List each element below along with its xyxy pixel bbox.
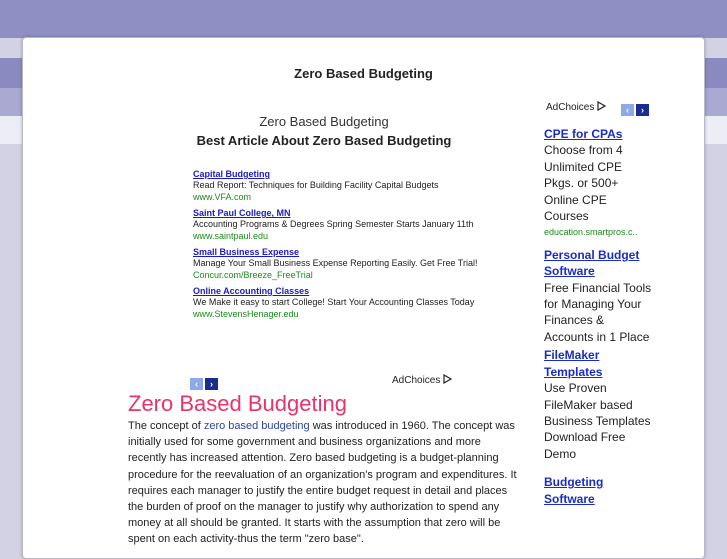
- right-ad-item: [544, 247, 654, 345]
- ad-link-saint-paul-college[interactable]: Saint Paul College, MN: [193, 208, 291, 218]
- right-ad-nav: [621, 100, 651, 118]
- ad-url[interactable]: www.saintpaul.edu: [193, 231, 269, 241]
- right-ad-url[interactable]: education.smartpros.c..: [544, 227, 638, 238]
- ad-item: [193, 169, 493, 202]
- right-ad-item: [544, 347, 654, 462]
- right-ad-link-cpe[interactable]: CPE for CPAs: [544, 127, 623, 141]
- article-body: [128, 418, 520, 548]
- adchoices-label: AdChoices: [392, 375, 441, 386]
- ad-block-header: [129, 108, 519, 148]
- ad-block-heading: Zero Based Budgeting: [259, 114, 389, 129]
- right-ad-link-personal-budget[interactable]: Personal Budget Software: [544, 247, 640, 279]
- right-ad-column: [544, 126, 654, 509]
- content-card: [22, 37, 705, 559]
- right-adchoices-label: AdChoices: [546, 102, 595, 113]
- site-title: Zero Based Budgeting: [294, 66, 433, 81]
- ad-item: [193, 286, 493, 319]
- right-prev-button[interactable]: ‹: [621, 104, 634, 116]
- ad-description: Manage Your Small Business Expense Reporting Easily. Get Free Trial!: [193, 258, 478, 268]
- background-band-top: [0, 0, 727, 38]
- adchoices-icon: [443, 374, 452, 384]
- article-keyword-link[interactable]: zero based budgeting: [203, 420, 310, 432]
- ad-block-subheading: Best Article About Zero Based Budgeting: [196, 133, 452, 148]
- right-ad-description: Choose from 4 Unlimited CPE Pkgs. or 500+ Online CPE Courses: [544, 143, 623, 224]
- right-ad-item: [544, 126, 654, 241]
- ad-description: We Make it easy to start College! Start Your Accounting Classes Today: [193, 297, 475, 307]
- ad-item: [193, 247, 493, 280]
- ad-link-small-business-expense[interactable]: Small Business Expense: [193, 247, 300, 257]
- ad-url[interactable]: www.StevensHenager.edu: [193, 309, 299, 319]
- ad-url[interactable]: Concur.com/Breeze_FreeTrial: [193, 270, 313, 280]
- right-ad-item: [544, 474, 654, 507]
- ad-link-online-accounting-classes[interactable]: Online Accounting Classes: [193, 286, 310, 296]
- article-title: Zero Based Budgeting: [128, 391, 347, 416]
- ad-prev-button[interactable]: ‹: [190, 378, 203, 390]
- ad-description: Accounting Programs & Degrees Spring Semester Starts January 11th: [193, 219, 474, 229]
- right-ad-link-filemaker[interactable]: FileMaker Templates: [544, 348, 603, 379]
- adchoices-link[interactable]: [392, 374, 452, 386]
- ad-list: [193, 169, 493, 325]
- article-text: The concept of: [128, 420, 204, 432]
- ad-nav-buttons: [190, 374, 220, 392]
- right-ad-description: Use Proven FileMaker based Business Templates Download Free Demo: [544, 381, 651, 461]
- right-ad-link-budgeting-software[interactable]: Budgeting Software: [544, 475, 604, 506]
- right-next-button[interactable]: ›: [636, 104, 649, 116]
- ad-item: [193, 208, 493, 241]
- right-ad-description: Free Financial Tools for Managing Your Finances & Accounts in 1 Place: [544, 280, 652, 344]
- ad-next-button[interactable]: ›: [205, 378, 218, 390]
- ad-link-capital-budgeting[interactable]: Capital Budgeting: [193, 169, 270, 179]
- adchoices-icon: [597, 101, 606, 111]
- ad-url[interactable]: www.VFA.com: [193, 192, 252, 202]
- article-text: was introduced in 1960. The concept was initially used for some government and business organizations and more recently has increased attention. Zero based budgeting is a budget-planning procedure for the reevaluation of an organization's program and expenditures. It requires each manager to justify the entire budget request in detail and places the burden of proof on the manager to justify why authorization to spend any money at all should be granted. It starts with the assumption that zero will be spent on each activity-thus the term "zero base".: [128, 420, 517, 546]
- ad-description: Read Report: Techniques for Building Facility Capital Budgets: [193, 180, 439, 190]
- right-adchoices-link[interactable]: [546, 101, 606, 113]
